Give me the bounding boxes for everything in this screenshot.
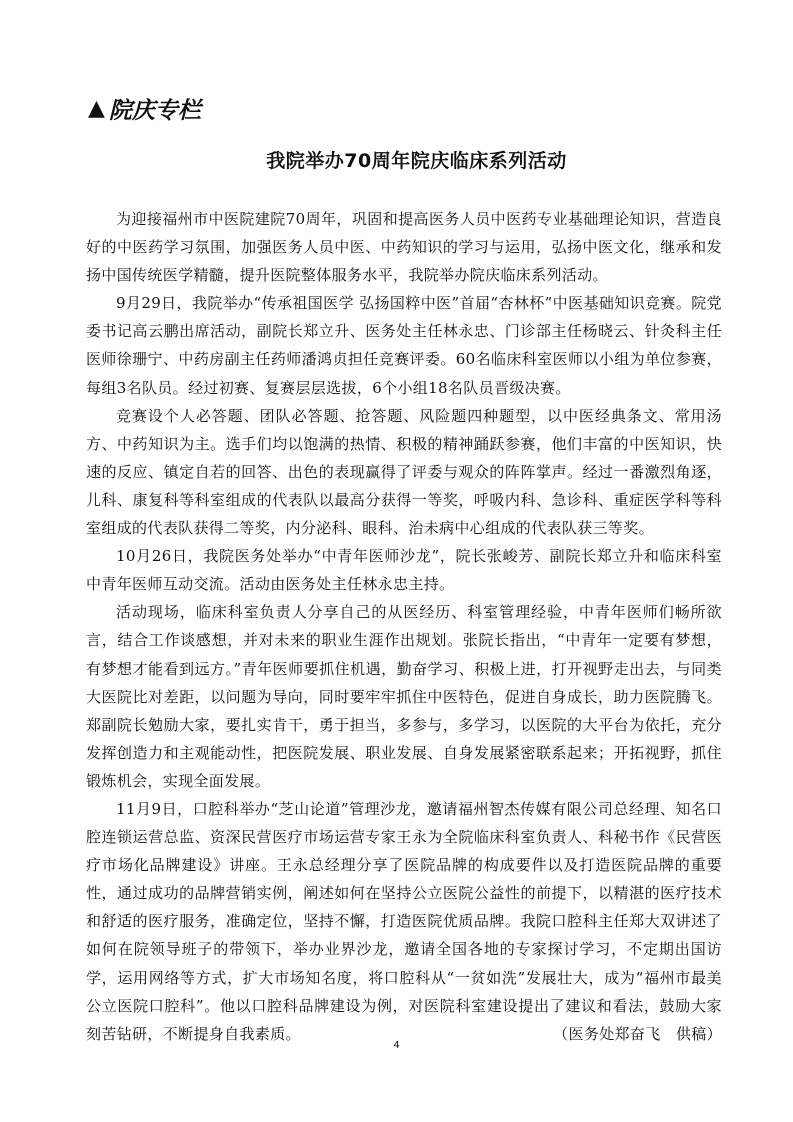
column-label: 院庆专栏: [108, 98, 201, 124]
paragraph-salon-details: 活动现场，临床科室负责人分享自己的从医经历、科室管理经验，中青年医师们畅所欲言，结合工作谈感想，并对未来的职业生涯作出规划。张院长指出，“中青年一定要有梦想，有梦想才能看到远方。”青年医师要抓住机遇，勤奋学习、积极上进，打开视野走出去，与同类大医院比对差距，以问题为导向，同时要牢牢抓住中医特色，促进自身成长，助力医院腾飞。郑副院长勉励大家，要扎实肯干，勇于担当，多参与，多学习，以医院的大平台为依托，充分发挥创造力和主观能动性，把医院发展、职业发展、自身发展紧密联系起来；开拓视野，抓住锻炼机会，实现全面发展。: [86, 603, 722, 790]
article-body: [86, 205, 722, 1048]
paragraph-competition-results: 竞赛设个人必答题、团队必答题、抢答题、风险题四种题型，以中医经典条文、常用汤方、中药知识为主。选手们均以饱满的热情、积极的精神踊跃参赛，他们丰富的中医知识，快速的反应、镇定自若的回答、出色的表现赢得了评委与观众的阵阵掌声。经过一番激烈角逐，儿科、康复科等科室组成的代表队以最高分获得一等奖，呼吸内科、急诊科、重症医学科等科室组成的代表队获得二等奖，内分泌科、眼科、治未病中心组成的代表队获三等奖。: [86, 406, 722, 538]
paragraph-dental-salon-text: 11月9日，口腔科举办“芝山论道”管理沙龙，邀请福州智杰传媒有限公司总经理、知名口腔连锁运营总监、资深民营医疗市场运营专家王永为全院临床科室负责人、科秘书作《民营医疗市场化品牌建设》讲座。王永总经理分享了医院品牌的构成要件以及打造医院品牌的重要性，通过成功的品牌营销实例，阐述如何在坚持公立医院公益性的前提下，以精湛的医疗技术和舒适的医疗服务，准确定位，坚持不懈，打造医院优质品牌。我院口腔科主任郑大双讲述了如何在院领导班子的带领下，举办业界沙龙，邀请全国各地的专家探讨学习，不定期出国访学，运用网络等方式，扩大市场知名度，将口腔科从“一贫如洗”发展壮大，成为“福州市最美公立医院口腔科”。他以口腔科品牌建设为例，对医院科室建设提出了建议和看法，鼓励大家刻苦钻研，不断提身自我素质。: [86, 799, 722, 1043]
column-header: [88, 92, 201, 125]
paragraph-salon: 10月26日，我院医务处举办“中青年医师沙龙”，院长张峻芳、副院长郑立升和临床科室中青年医师互动交流。活动由医务处主任林永忠主持。: [86, 547, 722, 594]
paragraph-competition: 9月29日，我院举办“传承祖国医学 弘扬国粹中医”首届“杏林杯”中医基础知识竞赛。院党委书记高云鹏出席活动，副院长郑立升、医务处主任林永忠、门诊部主任杨晓云、针灸科主任医师徐珊宁、中药房副主任药师潘鸿贞担任竞赛评委。60名临床科室医师以小组为单位参赛，每组3名队员。经过初赛、复赛层层选拔，6个小组18名队员晋级决赛。: [86, 294, 722, 397]
author-credit: （医务处郑奋飞 供稿）: [553, 1024, 722, 1043]
paragraph-dental-salon: [86, 795, 722, 1048]
page-number: 4: [393, 1040, 400, 1051]
triangle-marker-icon: ▲: [88, 96, 105, 121]
paragraph-intro: 为迎接福州市中医院建院70周年，巩固和提高医务人员中医药专业基础理论知识，营造良好的中医药学习氛围，加强医务人员中医、中药知识的学习与运用，弘扬中医文化，继承和发扬中国传统医学精髓，提升医院整体服务水平，我院举办院庆临床系列活动。: [86, 210, 722, 285]
article-title: 我院举办70周年院庆临床系列活动: [266, 150, 567, 172]
